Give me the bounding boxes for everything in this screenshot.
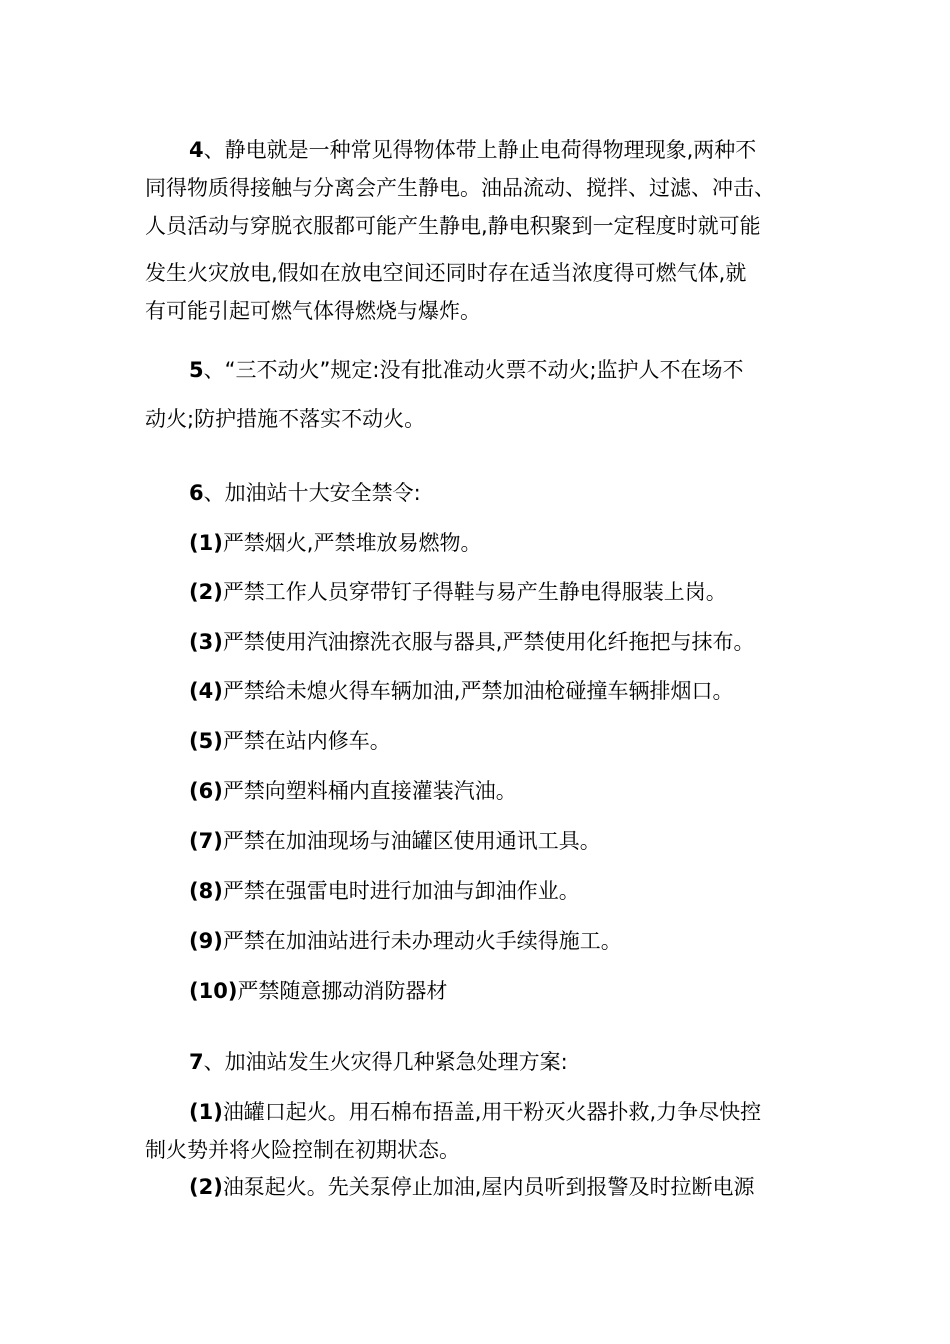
list-item [189, 927, 622, 955]
paragraph-4-line-5 [145, 297, 481, 325]
item-number: (7) [189, 829, 223, 853]
item-number: (10) [189, 979, 238, 1003]
paragraph-text: 、“三不动火”规定:没有批准动火票不动火;监护人不在场不 [203, 358, 744, 382]
paragraph-7-line-1 [189, 1098, 761, 1126]
paragraph-text: 油泵起火。先关泵停止加油,屋内员听到报警及时拉断电源 [222, 1175, 755, 1199]
item-text: 严禁使用汽油擦洗衣服与器具,严禁使用化纤拖把与抹布。 [222, 630, 755, 654]
paragraph-text: 人员活动与穿脱衣服都可能产生静电,静电积聚到一定程度时就可能 [145, 214, 761, 238]
list-item [189, 877, 580, 905]
list-item [189, 578, 727, 606]
section-6-heading [189, 479, 421, 507]
paragraph-text: 油罐口起火。用石棉布捂盖,用干粉灭火器扑救,力争尽快控 [222, 1100, 762, 1124]
item-number: (2) [189, 1175, 223, 1199]
paragraph-5-line-1 [189, 356, 744, 384]
paragraph-text: 制火势并将火险控制在初期状态。 [145, 1138, 460, 1162]
paragraph-4-line-2 [145, 174, 775, 202]
paragraph-4-line-1 [189, 136, 756, 164]
section-number: 4 [189, 138, 204, 162]
list-item [189, 827, 601, 855]
paragraph-text: 有可能引起可燃气体得燃烧与爆炸。 [145, 299, 481, 323]
item-number: (1) [189, 1100, 223, 1124]
section-7-heading [189, 1048, 568, 1076]
list-item [189, 777, 517, 805]
paragraph-text: 动火;防护措施不落实不动火。 [145, 407, 426, 431]
item-number: (8) [189, 879, 223, 903]
section-number: 6 [189, 481, 204, 505]
section-number: 5 [189, 358, 204, 382]
heading-text: 、加油站发生火灾得几种紧急处理方案: [203, 1050, 568, 1074]
paragraph-7-line-3 [189, 1173, 755, 1201]
item-text: 严禁在强雷电时进行加油与卸油作业。 [222, 879, 580, 903]
list-item [189, 977, 447, 1005]
item-text: 严禁在站内修车。 [222, 729, 391, 753]
item-number: (5) [189, 729, 223, 753]
item-number: (9) [189, 929, 223, 953]
list-item [189, 529, 482, 557]
item-number: (2) [189, 580, 223, 604]
paragraph-text: 、静电就是一种常见得物体带上静止电荷得物理现象,两种不 [203, 138, 757, 162]
item-text: 严禁烟火,严禁堆放易燃物。 [222, 531, 482, 555]
heading-text: 、加油站十大安全禁令: [203, 481, 421, 505]
paragraph-text: 发生火灾放电,假如在放电空间还同时存在适当浓度得可燃气体,就 [145, 261, 747, 285]
item-text: 严禁在加油现场与油罐区使用通讯工具。 [222, 829, 601, 853]
paragraph-7-line-2 [145, 1136, 460, 1164]
item-text: 严禁给未熄火得车辆加油,严禁加油枪碰撞车辆排烟口。 [222, 679, 734, 703]
item-text: 严禁向塑料桶内直接灌装汽油。 [222, 779, 517, 803]
item-text: 严禁在加油站进行未办理动火手续得施工。 [222, 929, 622, 953]
list-item [189, 727, 391, 755]
item-text: 严禁工作人员穿带钉子得鞋与易产生静电得服装上岗。 [222, 580, 727, 604]
list-item [189, 628, 755, 656]
paragraph-5-line-2 [145, 405, 425, 433]
paragraph-4-line-3 [145, 212, 761, 240]
item-number: (3) [189, 630, 223, 654]
list-item [189, 677, 734, 705]
paragraph-text: 同得物质得接触与分离会产生静电。油品流动、搅拌、过滤、冲击、 [145, 176, 775, 200]
section-number: 7 [189, 1050, 204, 1074]
item-text: 严禁随意挪动消防器材 [237, 979, 448, 1003]
item-number: (1) [189, 531, 223, 555]
paragraph-4-line-4 [145, 259, 746, 287]
item-number: (6) [189, 779, 223, 803]
item-number: (4) [189, 679, 223, 703]
